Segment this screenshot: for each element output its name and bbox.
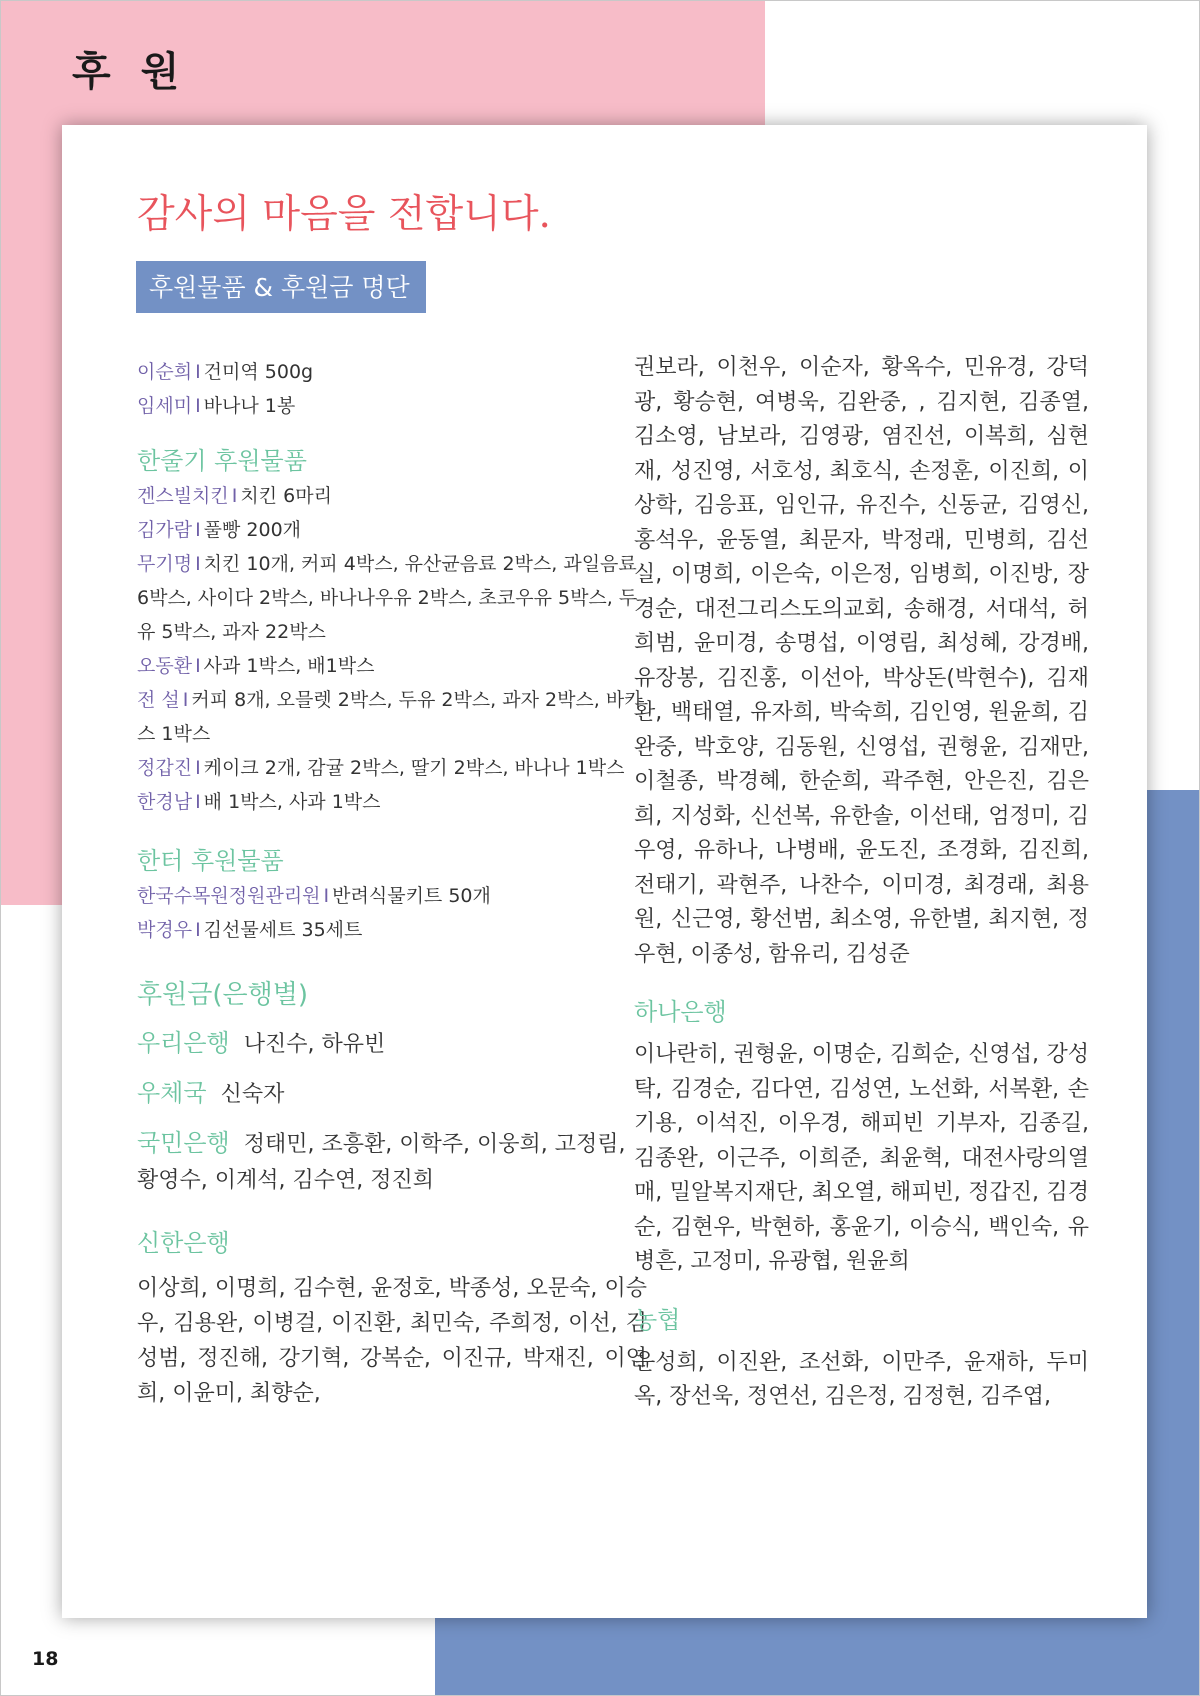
shinhan-donors-right: 권보라, 이천우, 이순자, 황옥수, 민유경, 강덕광, 황승현, 여병욱, 김완중, , 김지현, 김종열, 김소영, 남보라, 김영광, 염진선, 이복희, 심현재, 성진영, 서호성, 최호식, 손정훈, 이진희, 이상학, 김응표, 임인규, 유진수, 신동균, 김영신, 홍석우, 윤동열, 최문자, 박정래, 민병희, 김선실, 이명희, 이은숙, 이은정, 임병희, 이진방, 장경순, 대전그리스도의교회, 송해경, 서대석, 허희범, 윤미경, 송명섭, 이영림, 최성혜, 강경배, 유장봉, 김진홍, 이선아, 박상돈(박현수), 김재환, 백태열, 유자희, 박숙희, 김인영, 원윤희, 김완중, 박호양, 김동원, 신영섭, 권형윤, 김재만, 이철종, 박경혜, 한순희, 곽주현, 안은진, 김은희, 지성화, 신선복, 유한솔, 이선태, 엄정미, 김우영, 유하나, 나병배, 윤도진, 조경화, 김진희, 전태기, 곽현주, 나찬수, 이미경, 최경래, 최용원, 신근영, 황선범, 최소영, 유한별, 최지현, 정우현, 이종성, 함유리, 김성준 (634, 355, 1089, 967)
nonghyup-donors: 윤성희, 이진완, 조선화, 이만주, 윤재하, 두미옥, 장선욱, 정연선, 김은정, 김정현, 김주엽, (634, 1349, 1089, 1409)
donation-item (137, 389, 647, 423)
donor-name: 이순희 (137, 361, 193, 383)
subtitle-banner: 후원물품 & 후원금 명단 (136, 261, 426, 313)
donation-item (137, 785, 647, 819)
gift-description: 바나나 1봉 (203, 395, 296, 417)
hanjulgi-heading: 한줄기 후원물품 (137, 447, 307, 475)
donation-item (137, 683, 647, 751)
donor-name: 한국수목원정원관리원 (137, 885, 321, 907)
donor-name: 겐스빌치킨 (137, 485, 229, 507)
separator: I (182, 689, 189, 711)
section-title: 후 원 (72, 49, 188, 95)
donation-item (137, 479, 647, 513)
donation-item (137, 913, 647, 947)
separator: I (323, 885, 330, 907)
donor-name: 김가람 (137, 519, 193, 541)
bank-donors: 정태민, 조흥환, 이학주, 이웅희, 고정림, 황영수, 이계석, 김수연, 정진희 (137, 1132, 626, 1193)
gift-description: 커피 8개, 오믈렛 2박스, 두유 2박스, 과자 2박스, 바카스 1박스 (137, 689, 643, 745)
donation-item (137, 879, 647, 913)
bank-label: 국민은행 (137, 1129, 230, 1157)
hanter-heading: 한터 후원물품 (137, 847, 284, 875)
gift-description: 사과 1박스, 배1박스 (203, 655, 375, 677)
separator: I (195, 553, 201, 575)
gift-description: 건미역 500g (203, 361, 314, 383)
kookmin-bank-row (137, 1125, 647, 1199)
donor-name: 박경우 (137, 919, 193, 941)
post-office-row (137, 1075, 647, 1113)
separator: I (195, 919, 201, 941)
separator: I (231, 485, 238, 507)
donor-name: 한경남 (137, 791, 193, 813)
donation-item (137, 649, 647, 683)
separator: I (195, 655, 201, 677)
gift-description: 김선물세트 35세트 (203, 919, 363, 941)
woori-bank-row (137, 1025, 647, 1063)
bank-donors: 신숙자 (220, 1082, 285, 1107)
donor-name: 오동환 (137, 655, 193, 677)
separator: I (195, 791, 201, 813)
separator: I (195, 395, 201, 417)
shinhan-bank-heading: 신한은행 (137, 1229, 230, 1257)
donations-heading: 후원금(은행별) (137, 980, 308, 1010)
donor-name: 전 설 (137, 689, 180, 711)
hana-bank-heading: 하나은행 (634, 998, 727, 1026)
donation-item (137, 355, 647, 389)
bank-donors: 나진수, 하유빈 (243, 1032, 386, 1057)
hana-donors: 이나란히, 권형윤, 이명순, 김희순, 신영섭, 강성탁, 김경순, 김다연, 김성연, 노선화, 서복환, 손기용, 이석진, 이우경, 해피빈 기부자, 김종길, 김종완, 이근주, 이희준, 최윤혁, 대전사랑의열매, 밀알복지재단, 최오열, 해피빈, 정갑진, 김경순, 김현우, 박현하, 홍윤기, 이승식, 백인숙, 유병흔, 고정미, 유광협, 원윤희 (634, 1042, 1089, 1274)
donor-name: 무기명 (137, 553, 193, 575)
left-column (137, 355, 647, 1411)
donation-item (137, 513, 647, 547)
separator: I (195, 757, 201, 779)
gift-description: 풀빵 200개 (203, 519, 302, 541)
right-column (634, 355, 1089, 1415)
donation-item (137, 547, 647, 649)
gift-description: 치킨 10개, 커피 4박스, 유산균음료 2박스, 과일음료 6박스, 사이다 2박스, 바나나우유 2박스, 초코우유 5박스, 두유 5박스, 과자 22박스 (137, 553, 638, 643)
donor-name: 정갑진 (137, 757, 193, 779)
bank-label: 우체국 (137, 1079, 207, 1107)
gift-description: 반려식물키트 50개 (332, 885, 491, 907)
donation-item (137, 751, 647, 785)
donor-name: 임세미 (137, 395, 193, 417)
separator: I (195, 519, 201, 541)
page-number: 18 (32, 1648, 59, 1670)
bank-label: 우리은행 (137, 1029, 230, 1057)
gift-description: 케이크 2개, 감귤 2박스, 딸기 2박스, 바나나 1박스 (203, 757, 625, 779)
gift-description: 치킨 6마리 (240, 485, 332, 507)
separator: I (195, 361, 201, 383)
content-card (62, 125, 1147, 1618)
shinhan-donors-left: 이상희, 이명희, 김수현, 윤정호, 박종성, 오문숙, 이승우, 김용완, 이병걸, 이진환, 최민숙, 주희정, 이선, 김성범, 정진해, 강기혁, 강복순, 이진규, 박재진, 이연희, 이윤미, 최향순, (137, 1276, 647, 1406)
nonghyup-heading: 농협 (634, 1305, 681, 1334)
gift-description: 배 1박스, 사과 1박스 (203, 791, 381, 813)
headline: 감사의 마음을 전합니다. (137, 192, 551, 237)
